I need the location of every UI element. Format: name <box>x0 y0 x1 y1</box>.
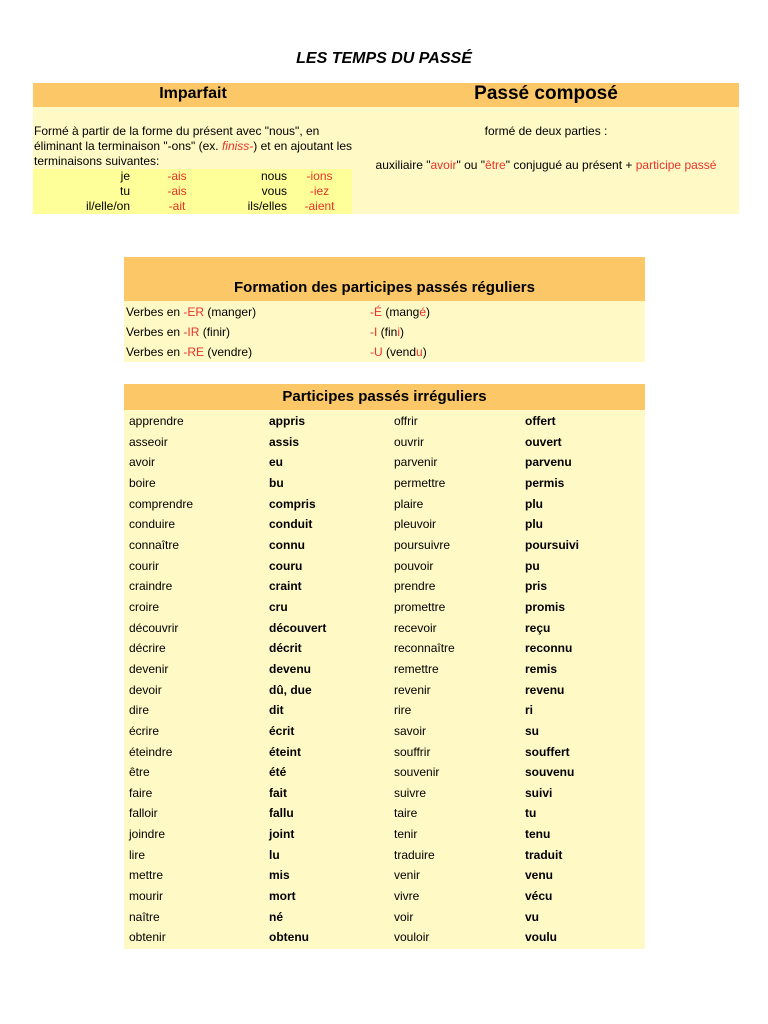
irregular-row <box>124 824 645 845</box>
verb: savoir <box>394 723 427 738</box>
participle: poursuivi <box>525 537 580 552</box>
participle: suivi <box>525 785 553 800</box>
ending: -ions <box>306 169 333 183</box>
participle: permis <box>525 475 565 490</box>
irregular-row <box>124 783 645 804</box>
participle: décrit <box>269 641 302 656</box>
verb: prendre <box>394 579 436 594</box>
participle: fallu <box>269 806 294 821</box>
participle: compris <box>269 496 316 511</box>
verb: naître <box>129 909 160 924</box>
irregular-row <box>124 473 645 494</box>
verb: mettre <box>129 868 164 883</box>
verb: ouvrir <box>394 434 425 449</box>
participle: mort <box>269 889 296 904</box>
conjugation-row <box>33 199 352 214</box>
participle: souffert <box>525 744 570 759</box>
participle: plu <box>525 496 543 511</box>
participle: conduit <box>269 517 313 532</box>
formation-row <box>124 342 645 362</box>
ending: -ais <box>167 169 187 183</box>
verb: suivre <box>394 785 427 800</box>
irregular-title: Participes passés irréguliers <box>282 388 487 405</box>
verb: avoir <box>129 455 156 470</box>
verb: voir <box>394 909 414 924</box>
participle: devenu <box>269 661 312 676</box>
participle: appris <box>269 414 306 428</box>
formation-verb <box>126 322 230 342</box>
irregular-row <box>124 576 645 597</box>
pronoun: tu <box>119 184 130 198</box>
participle: écrit <box>269 723 295 738</box>
irregular-row <box>124 659 645 680</box>
pc-text: " conjugué au présent + <box>505 158 636 172</box>
verb: décrire <box>129 641 166 656</box>
participle: connu <box>269 537 305 552</box>
verb: faire <box>129 785 153 800</box>
pronoun: ils/elles <box>247 199 287 213</box>
irregular-row <box>124 907 645 928</box>
participle: éteint <box>269 744 302 759</box>
pronoun: vous <box>261 184 287 198</box>
participle: ouvert <box>525 434 562 449</box>
participle: lu <box>269 847 280 862</box>
formation-result <box>370 342 427 362</box>
verb-example: (vendre) <box>204 345 253 359</box>
verb: apprendre <box>129 414 184 428</box>
formation-result <box>370 302 430 322</box>
passe-compose-desc-1: formé de deux parties : <box>484 124 608 138</box>
participle: su <box>525 723 540 738</box>
participle: ri <box>525 703 534 718</box>
participle: tu <box>525 806 537 821</box>
verb: asseoir <box>129 434 168 449</box>
imparfait-conjugation-table <box>33 169 352 214</box>
pc-participe: participe passé <box>635 158 717 172</box>
participle: vu <box>525 909 540 924</box>
verb: devoir <box>129 682 162 697</box>
participle: reçu <box>525 620 551 635</box>
verb: joindre <box>129 827 166 842</box>
verb: reconnaître <box>394 641 455 656</box>
participle: remis <box>525 661 558 676</box>
verb: pouvoir <box>394 558 434 573</box>
verb: éteindre <box>129 744 173 759</box>
pronoun: il/elle/on <box>85 199 130 213</box>
verb-example: (finir) <box>199 325 231 339</box>
irregular-row <box>124 721 645 742</box>
verb: poursuivre <box>394 537 451 552</box>
verb: remettre <box>394 661 439 676</box>
irregular-row <box>124 865 645 886</box>
verb: souvenir <box>394 765 440 780</box>
participle: revenu <box>525 682 565 697</box>
formation-verb <box>126 302 256 322</box>
passe-compose-desc-2 <box>353 158 739 172</box>
page-title: LES TEMPS DU PASSÉ <box>296 50 472 67</box>
irregular-row <box>124 411 645 432</box>
label-text: Verbes en <box>126 305 184 319</box>
participle: pu <box>525 558 540 573</box>
ending: -ait <box>168 199 186 213</box>
participle: offert <box>525 414 556 428</box>
verb: conduire <box>129 517 176 532</box>
verb: permettre <box>394 475 446 490</box>
participle: plu <box>525 517 543 532</box>
result-text: (mang <box>382 305 420 319</box>
formation-row <box>124 302 645 322</box>
verb-example: (manger) <box>204 305 257 319</box>
irregular-row <box>124 742 645 763</box>
irregular-row <box>124 762 645 783</box>
irregular-row <box>124 618 645 639</box>
verb: être <box>129 765 150 780</box>
verb: comprendre <box>129 496 194 511</box>
participle: découvert <box>269 620 327 635</box>
verb-ending: -IR <box>183 325 200 339</box>
verb: promettre <box>394 599 446 614</box>
pronoun: je <box>120 169 130 183</box>
participle: souvenu <box>525 765 575 780</box>
verb: plaire <box>394 496 424 511</box>
verb: recevoir <box>394 620 437 635</box>
participle: parvenu <box>525 455 572 470</box>
verb-ending: -ER <box>183 305 205 319</box>
ending: -iez <box>309 184 330 198</box>
irregular-row <box>124 452 645 473</box>
irregular-row <box>124 700 645 721</box>
imparfait-desc-part: Formé à partir de la forme du présent avec "nous", en éliminant la terminaison "-ons" (ex. <box>34 124 320 153</box>
verb: offrir <box>394 414 418 428</box>
verb: craindre <box>129 579 173 594</box>
pc-etre: être <box>485 158 506 172</box>
verb: vouloir <box>394 930 430 945</box>
verb: falloir <box>129 806 158 821</box>
ending: -aient <box>304 199 335 213</box>
result-text: (fin <box>377 325 398 339</box>
verb: lire <box>129 847 146 862</box>
verb: connaître <box>129 537 180 552</box>
participle: été <box>269 765 287 780</box>
participle: fait <box>269 785 287 800</box>
verb: croire <box>129 599 160 614</box>
irregular-row <box>124 638 645 659</box>
imparfait-title: Imparfait <box>159 85 227 102</box>
verb: tenir <box>394 827 418 842</box>
label-text: Verbes en <box>126 325 184 339</box>
result-text: ) <box>422 345 427 359</box>
irregular-row <box>124 597 645 618</box>
irregular-row <box>124 927 645 948</box>
participle: tenu <box>525 827 551 842</box>
verb: devenir <box>129 661 169 676</box>
irregular-row <box>124 514 645 535</box>
irregular-row <box>124 535 645 556</box>
participle: bu <box>269 475 284 490</box>
irregular-row <box>124 494 645 515</box>
verb: pleuvoir <box>394 517 437 532</box>
verb: vivre <box>394 889 420 904</box>
result-highlight: é <box>419 305 427 319</box>
verb: courir <box>129 558 160 573</box>
formation-verb <box>126 342 252 362</box>
result-highlight: u <box>416 345 423 359</box>
participle: mis <box>269 868 290 883</box>
participle: joint <box>269 827 295 842</box>
participle: assis <box>269 434 300 449</box>
participle: traduit <box>525 847 563 862</box>
irregular-row <box>124 886 645 907</box>
verb: venir <box>394 868 421 883</box>
imparfait-description <box>34 124 352 169</box>
participle: cru <box>269 599 288 614</box>
formation-title: Formation des participes passés réguliers <box>234 279 535 296</box>
participle: voulu <box>525 930 557 945</box>
irregular-list <box>124 411 645 948</box>
pronoun: nous <box>260 169 287 183</box>
result-text: (vend <box>382 345 417 359</box>
ending: -ais <box>167 184 187 198</box>
formation-result <box>370 322 404 342</box>
conjugation-row <box>33 169 352 184</box>
verb: parvenir <box>394 455 438 470</box>
result-text: ) <box>426 305 431 319</box>
participle: reconnu <box>525 641 573 656</box>
participle: eu <box>269 455 284 470</box>
pc-text: " ou " <box>456 158 486 172</box>
verb: souffrir <box>394 744 431 759</box>
participle: né <box>269 909 284 924</box>
participle: craint <box>269 579 302 594</box>
verb: dire <box>129 703 150 718</box>
participle: pris <box>525 579 548 594</box>
result-highlight: i <box>397 325 401 339</box>
participle: obtenu <box>269 930 309 945</box>
pc-text: auxiliaire " <box>375 158 431 172</box>
conjugation-row <box>33 184 352 199</box>
verb: rire <box>394 703 412 718</box>
verb: boire <box>129 475 156 490</box>
result-ending: -É <box>370 305 382 319</box>
passe-compose-title: Passé composé <box>474 83 618 104</box>
formation-row <box>124 322 645 342</box>
result-ending: -U <box>370 345 383 359</box>
irregular-row <box>124 432 645 453</box>
irregular-row <box>124 680 645 701</box>
participle: promis <box>525 599 566 614</box>
participle: vécu <box>525 889 553 904</box>
participle: couru <box>269 558 303 573</box>
irregular-row <box>124 845 645 866</box>
participle: dit <box>269 703 284 718</box>
verb: traduire <box>394 847 435 862</box>
verb: mourir <box>129 889 164 904</box>
result-ending: -I <box>370 325 378 339</box>
verb-ending: -RE <box>183 345 205 359</box>
pc-avoir: avoir <box>430 158 457 172</box>
imparfait-desc-part: ) et en ajoutant les terminaisons suivantes: <box>34 139 353 168</box>
label-text: Verbes en <box>126 345 184 359</box>
verb: revenir <box>394 682 431 697</box>
participle: venu <box>525 868 554 883</box>
participle: dû, due <box>269 682 312 697</box>
verb: obtenir <box>129 930 166 945</box>
imparfait-example: finiss- <box>221 139 254 153</box>
irregular-row <box>124 556 645 577</box>
verb: découvrir <box>129 620 179 635</box>
irregular-row <box>124 803 645 824</box>
verb: écrire <box>129 723 160 738</box>
result-text: ) <box>400 325 405 339</box>
verb: taire <box>394 806 418 821</box>
